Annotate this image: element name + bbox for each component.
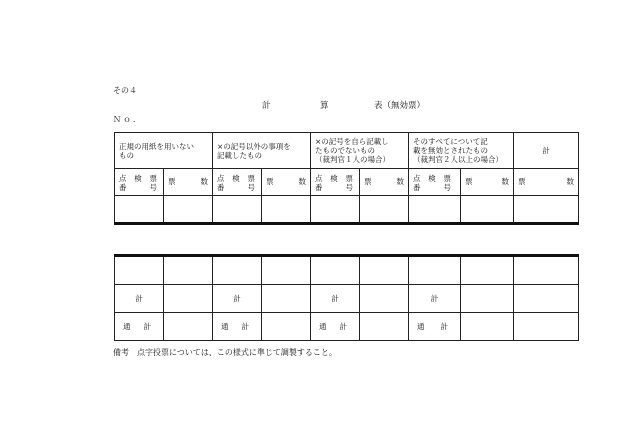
total-label: 通 計 <box>409 313 461 341</box>
calc-table-lower <box>114 254 579 341</box>
sub-point-number: 点 検 票 番 号 <box>409 169 461 196</box>
header-row <box>115 133 579 169</box>
total-label: 通 計 <box>115 313 164 341</box>
section-label: その４ <box>113 86 137 95</box>
cell[interactable] <box>164 285 213 313</box>
col-head-4-line-2: 載を無効とされたもの <box>413 146 488 155</box>
cell[interactable] <box>461 196 514 224</box>
cell[interactable] <box>262 313 311 341</box>
data-row <box>115 256 579 285</box>
cell[interactable] <box>311 256 360 285</box>
col-head-4 <box>409 133 514 169</box>
col-head-3-line-2: たものでないもの <box>315 146 375 155</box>
sub-point-number: 点 検 票 番 号 <box>115 169 164 196</box>
col-head-2-line-2: 記載したもの <box>217 150 262 160</box>
number-label: Ｎｏ． <box>113 115 143 124</box>
data-row <box>115 196 579 224</box>
sum-label: 計 <box>213 285 262 313</box>
sum-row <box>115 285 579 313</box>
col-head-3 <box>311 133 409 169</box>
cell[interactable] <box>213 256 262 285</box>
cell[interactable] <box>461 256 514 285</box>
total-label: 通 計 <box>213 313 262 341</box>
cell[interactable] <box>461 285 514 313</box>
sum-label: 計 <box>115 285 164 313</box>
cell[interactable] <box>115 196 164 224</box>
note: 備考 点字投票については、この様式に準じて調製すること。 <box>113 348 337 357</box>
col-head-2 <box>213 133 311 169</box>
cell[interactable] <box>164 256 213 285</box>
subheader-row <box>115 169 579 196</box>
sub-point-number: 点 検 票 番 号 <box>213 169 262 196</box>
title-part-3: 表（無効票） <box>374 101 426 111</box>
cell[interactable] <box>409 196 461 224</box>
cell[interactable] <box>514 256 579 285</box>
cell[interactable] <box>262 256 311 285</box>
cell[interactable] <box>115 256 164 285</box>
col-head-2-line-1: ×の記号以外の事項を <box>217 141 291 151</box>
cell[interactable] <box>213 196 262 224</box>
sub-vote-count: 票 数 <box>461 169 514 196</box>
cell[interactable] <box>311 196 360 224</box>
sub-vote-count: 票 数 <box>360 169 409 196</box>
col-head-4-line-3: （裁判官２人以上の場合） <box>413 155 503 164</box>
sum-label: 計 <box>409 285 461 313</box>
total-label: 通 計 <box>311 313 360 341</box>
cell[interactable] <box>360 285 409 313</box>
cell[interactable] <box>360 196 409 224</box>
col-head-5: 計 <box>514 133 579 169</box>
sub-vote-count: 票 数 <box>262 169 311 196</box>
cell[interactable] <box>164 313 213 341</box>
title-part-2: 算 <box>320 101 329 111</box>
cell[interactable] <box>514 196 579 224</box>
cell[interactable] <box>164 196 213 224</box>
col-head-1-line-2: もの <box>119 150 134 160</box>
cell[interactable] <box>409 256 461 285</box>
title-part-1: 計 <box>262 101 271 111</box>
cell[interactable] <box>514 313 579 341</box>
col-head-1 <box>115 133 213 169</box>
cell[interactable] <box>360 256 409 285</box>
cell[interactable] <box>461 313 514 341</box>
calc-table-upper <box>114 132 579 225</box>
cell[interactable] <box>514 285 579 313</box>
sub-vote-count: 票 数 <box>164 169 213 196</box>
col-head-4-line-1: そのすべてについて記 <box>413 137 488 146</box>
cell[interactable] <box>360 313 409 341</box>
sub-point-number: 点 検 票 番 号 <box>311 169 360 196</box>
sum-label: 計 <box>311 285 360 313</box>
cell[interactable] <box>262 285 311 313</box>
total-row <box>115 313 579 341</box>
cell[interactable] <box>262 196 311 224</box>
col-head-1-line-1: 正規の用紙を用いない <box>119 141 194 151</box>
sub-total-vote-count: 票 数 <box>514 169 579 196</box>
col-head-3-line-3: （裁判官１人の場合） <box>315 155 390 164</box>
col-head-3-line-1: ×の記号を自ら記載し <box>315 137 389 146</box>
